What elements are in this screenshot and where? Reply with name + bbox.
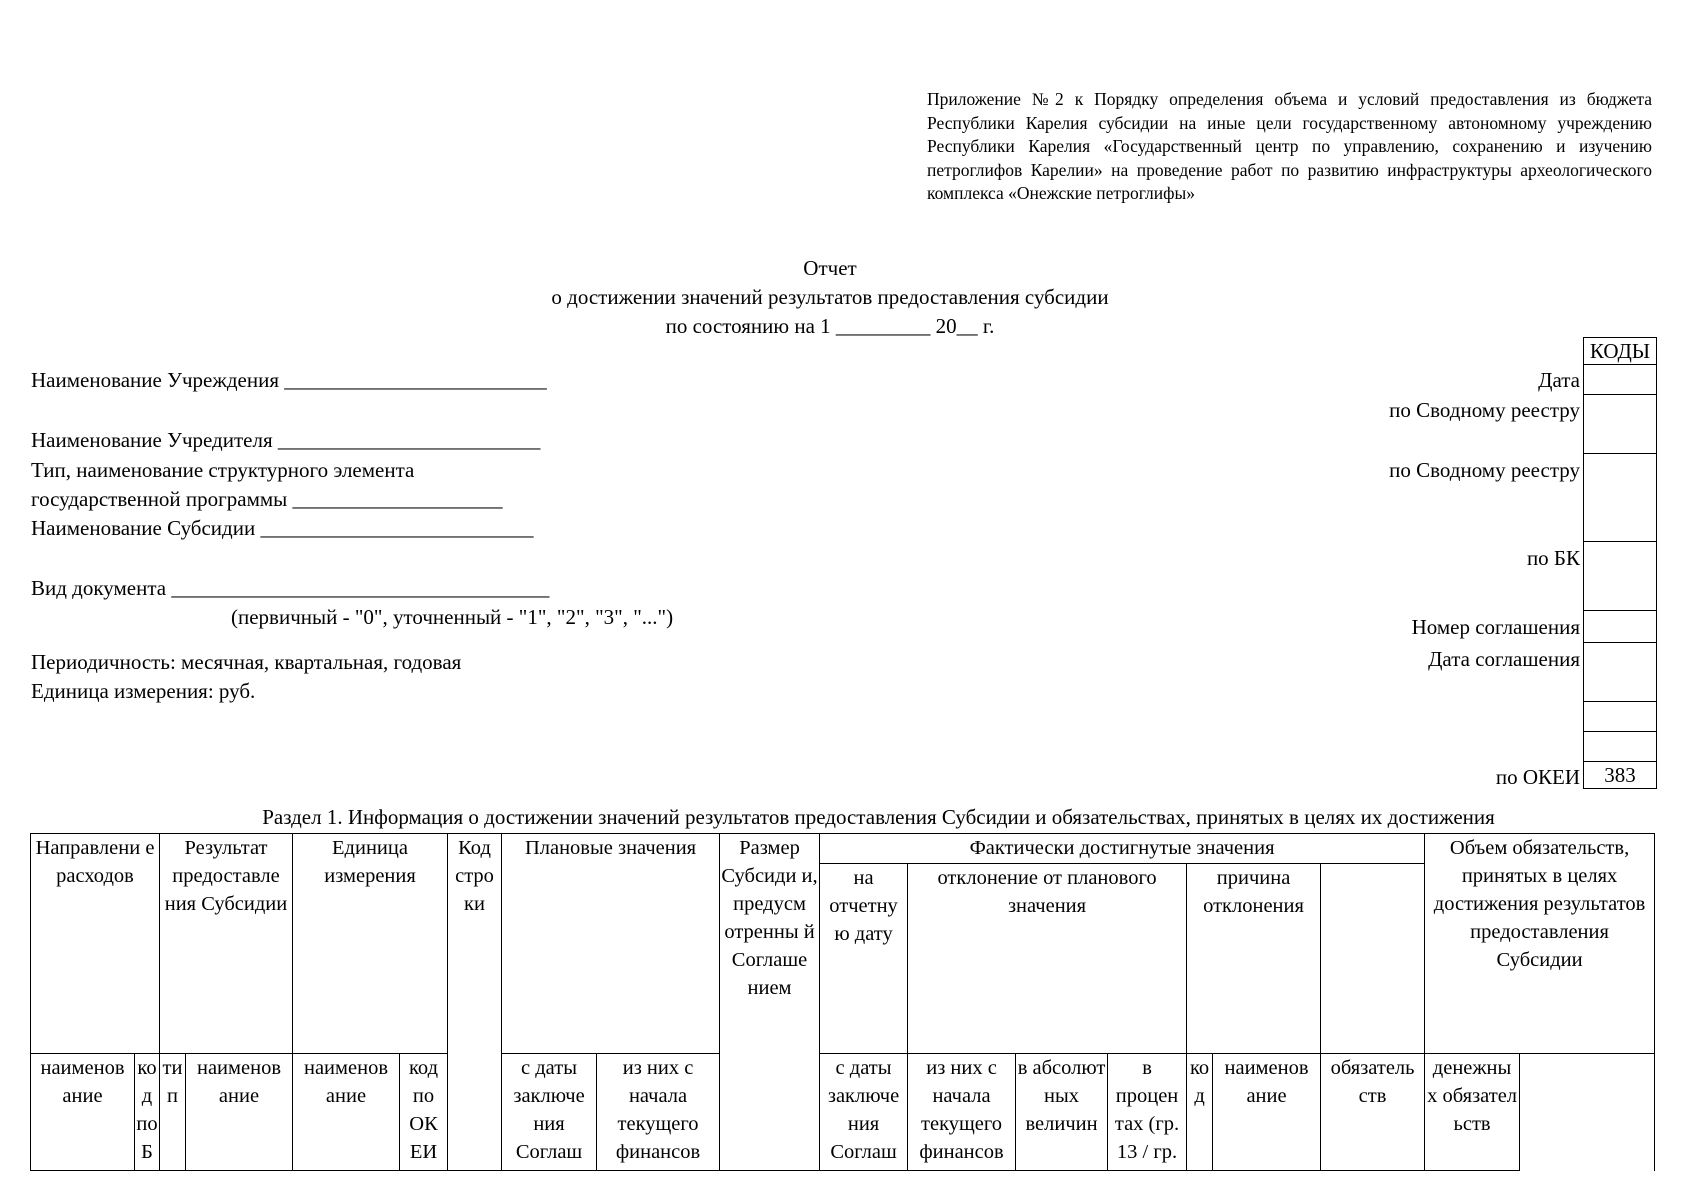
label-registry-2: по Сводному реестру — [1389, 458, 1580, 482]
sub-direction-code: ко д по Б — [135, 1054, 160, 1171]
code-empty-cell-2[interactable] — [1584, 732, 1657, 762]
label-date: Дата — [1538, 368, 1580, 392]
col-deviation: отклонение от планового значения — [908, 864, 1187, 1054]
col-result: Результат предоставле ния Субсидии — [160, 834, 293, 1054]
col-on-date: на отчетну ю дату — [820, 864, 908, 1054]
institution-field: Наименование Учреждения _________________________ — [31, 368, 547, 392]
sub-actual-from-agreement: с даты заключе ния Соглаш — [820, 1054, 908, 1171]
unit-text: Единица измерения: руб. — [31, 679, 256, 703]
sub-monetary-obligations: денежны х обязател ьств — [1425, 1054, 1520, 1171]
code-registry2-cell[interactable] — [1584, 454, 1657, 542]
col-obligations: Объем обязательств, принятых в целях достижения результатов предоставления Субсидии — [1425, 834, 1655, 1054]
label-agreement-date: Дата соглашения — [1428, 647, 1580, 671]
sub-plan-from-fy: из них с начала текущего финансов — [597, 1054, 720, 1171]
program-type-line1: Тип, наименование структурного элемента — [31, 458, 415, 482]
code-bk-cell[interactable] — [1584, 542, 1657, 611]
sub-plan-from-agreement: с даты заключе ния Соглаш — [502, 1054, 597, 1171]
periodicity-text: Периодичность: месячная, квартальная, годовая — [31, 650, 462, 674]
col-direction: Направлени е расходов — [31, 834, 160, 1054]
sub-actual-from-fy: из них с начала текущего финансов — [908, 1054, 1016, 1171]
label-registry-1: по Сводному реестру — [1389, 398, 1580, 422]
sub-unit-code: код по ОК ЕИ — [400, 1054, 448, 1171]
report-title-line1: Отчет — [803, 256, 857, 280]
subsidy-field: Наименование Субсидии __________________________ — [31, 516, 534, 540]
program-type-line2: государственной программы ____________________ — [31, 487, 503, 511]
sub-direction-name: наименов ание — [31, 1054, 135, 1171]
code-empty-cell-1[interactable] — [1584, 702, 1657, 732]
founder-field: Наименование Учредителя _________________________ — [31, 428, 541, 452]
document-type-field: Вид документа ____________________________________ — [31, 576, 550, 600]
report-title-line3: по состоянию на 1 _________ 20__ г. — [665, 314, 995, 338]
col-unit: Единица измерения — [293, 834, 448, 1054]
col-planned: Плановые значения — [502, 834, 720, 1054]
sub-deviation-percent: в процен тах (гр. 13 / гр. — [1108, 1054, 1187, 1171]
label-okei: по ОКЕИ — [1495, 765, 1580, 789]
code-registry1-cell[interactable] — [1584, 395, 1657, 454]
codes-header: КОДЫ — [1584, 338, 1657, 365]
label-agreement-number: Номер соглашения — [1411, 615, 1580, 639]
report-title — [420, 254, 1240, 341]
code-agreement-number-cell[interactable] — [1584, 611, 1657, 643]
col-actual: Фактически достигнутые значения — [820, 834, 1425, 864]
sub-unit-name: наименов ание — [293, 1054, 400, 1171]
sub-deviation-absolute: в абсолют ных величин — [1016, 1054, 1108, 1171]
codes-table — [1583, 337, 1657, 789]
col-subsidy-size: Размер Субсиди и, предусм отренны й Соглаше нием — [720, 834, 820, 1171]
col-row-code: Код стро ки — [448, 834, 502, 1171]
code-agreement-date-cell[interactable] — [1584, 643, 1657, 702]
sub-obligations: обязатель ств — [1321, 1054, 1425, 1171]
code-date-cell[interactable] — [1584, 365, 1657, 395]
appendix-note: Приложение №2 к Порядку определения объема и условий предоставления из бюджета Республики Карелия субсидии на иные цели государственному автономному учреждению Республики Карелия «Государственный центр по управлению, сохранению и изучению петроглифов Карелии» на проведение работ по развитию инфраструктуры археологического комплекса «Онежские петроглифы» — [927, 89, 1652, 203]
code-okei-cell: 383 — [1584, 762, 1657, 789]
sub-reason-code: ко д — [1187, 1054, 1213, 1171]
document-type-hint: (первичный - "0", уточненный - "1", "2", "3", "...") — [231, 605, 674, 629]
results-table — [30, 833, 1655, 1171]
report-title-line2: о достижении значений результатов предоставления субсидии — [551, 285, 1109, 309]
label-bk: по БК — [1526, 546, 1580, 570]
section1-title: Раздел 1. Информация о достижении значений результатов предоставления Субсидии и обязательствах, принятых в целях их достижения — [262, 805, 1495, 829]
col-reason: причина отклонения — [1187, 864, 1321, 1054]
sub-reason-name: наименов ание — [1213, 1054, 1321, 1171]
sub-result-type: ти п — [160, 1054, 186, 1171]
sub-result-name: наименов ание — [186, 1054, 293, 1171]
